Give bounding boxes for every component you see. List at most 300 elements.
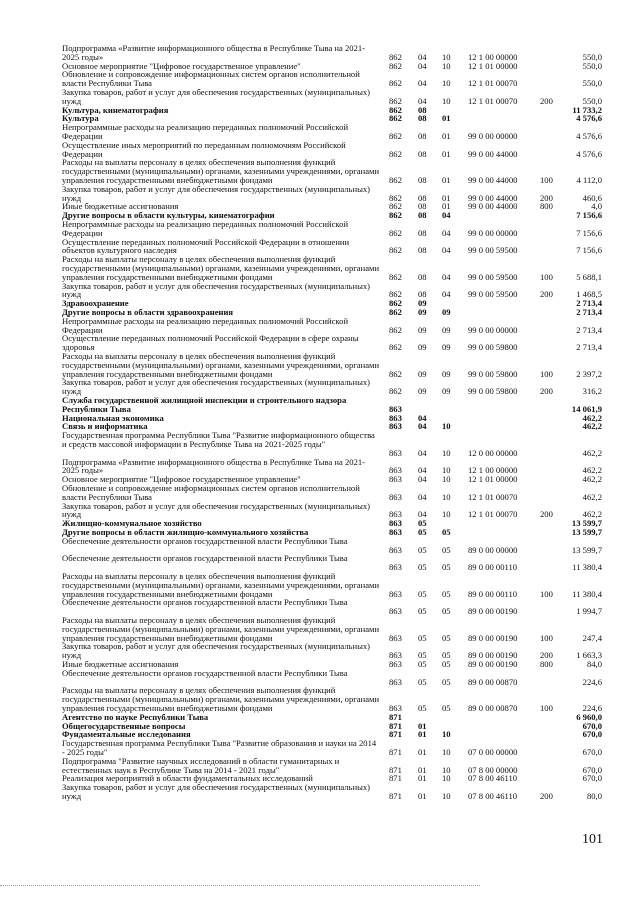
row-pr: 05 [442, 544, 451, 555]
row-pr: 10 [442, 729, 451, 740]
row-pr: 05 [442, 659, 451, 669]
row-rz: 08 [418, 104, 427, 115]
table-row [0, 554, 640, 572]
row-name: Подпрограмма "Развитие научных исследований в области гуманитарных и естественных наук в Республике Тыва на 2014 - 2021 годы" [62, 755, 340, 775]
row-pr: 05 [442, 702, 451, 713]
row-vr: 100 [540, 174, 553, 185]
row-ved: 871 [389, 720, 402, 731]
table-row [0, 537, 640, 555]
row-name: Подпрограмма «Развитие информационного общества в Республике Тыва на 2021-2025 годы» [62, 456, 366, 476]
row-ved: 871 [389, 764, 402, 775]
row-sum: 550,0 [582, 78, 602, 89]
row-name: Непрограммные расходы на реализацию переданных полномочий Российской Федерации [62, 122, 349, 141]
row-name: Служба государственной жилищной инспекции и строительного надзора Республики Тыва [62, 395, 347, 414]
row-ved: 863 [389, 491, 402, 502]
row-vr: 800 [540, 201, 553, 212]
row-sum: 670,0 [582, 764, 602, 775]
row-sum: 1 663,3 [576, 650, 602, 661]
row-ved: 862 [389, 298, 402, 309]
row-ved: 863 [389, 702, 402, 713]
row-pr: 01 [442, 113, 451, 124]
table-row [0, 484, 640, 502]
row-ved: 862 [389, 210, 402, 221]
row-pr: 10 [442, 509, 451, 520]
row-name: Культура [62, 113, 99, 124]
row-rz: 05 [418, 588, 427, 599]
row-csr: 99 0 00 59800 [468, 368, 518, 379]
row-ved: 862 [389, 51, 402, 62]
row-pr: 05 [442, 632, 451, 643]
row-rz: 08 [418, 192, 427, 203]
row-pr: 05 [442, 606, 451, 617]
row-sum: 462,2 [582, 412, 602, 423]
row-pr: 01 [442, 201, 451, 212]
row-sum: 4 112,0 [576, 174, 602, 185]
row-name: Реализация мероприятий в области фундаментальных исследований [62, 773, 313, 784]
table-row [0, 158, 640, 184]
row-rz: 04 [418, 509, 427, 520]
row-pr: 01 [442, 130, 451, 141]
row-rz: 08 [418, 174, 427, 185]
row-name: Расходы на выплаты персоналу в целях обеспечения выполнения функций государственными (муниципальными) органами, казенными учреждениями, органами управления государственными внебюджетными фондами [62, 254, 380, 282]
row-rz: 04 [418, 95, 427, 106]
table-row [0, 185, 640, 203]
row-pr: 09 [442, 307, 451, 317]
row-rz: 01 [418, 729, 427, 740]
row-rz: 08 [418, 201, 427, 212]
row-sum: 1 994,7 [576, 606, 602, 617]
row-ved: 871 [389, 790, 402, 801]
row-ved: 862 [389, 307, 402, 317]
row-name: Закупка товаров, работ и услуг для обеспечения государственных (муниципальных) нужд [62, 641, 370, 661]
table-row [0, 238, 640, 256]
row-sum: 316,2 [582, 386, 602, 397]
row-rz: 05 [418, 650, 427, 661]
row-pr: 05 [442, 588, 451, 599]
row-ved: 862 [389, 130, 402, 141]
row-name: Расходы на выплаты персоналу в целях обеспечения выполнения функций государственными (муниципальными) органами, казенными учреждениями, органами управления государственными внебюджетными фондами [62, 157, 380, 185]
row-sum: 80,0 [586, 790, 602, 801]
row-rz: 08 [418, 210, 427, 221]
row-csr: 89 0 00 00110 [468, 588, 518, 599]
row-sum: 224,6 [582, 676, 602, 687]
row-rz: 08 [418, 148, 427, 159]
row-rz: 05 [418, 676, 427, 687]
row-csr: 99 0 00 59800 [468, 342, 518, 353]
row-name: Осуществление переданных полномочий Российской Федерации в отношении объектов культурного наследия [62, 236, 350, 256]
row-sum: 462,2 [582, 491, 602, 502]
row-rz: 04 [418, 421, 427, 432]
row-csr: 99 0 00 44000 [468, 148, 518, 159]
row-ved: 863 [389, 403, 402, 414]
row-vr: 200 [540, 386, 553, 397]
row-csr: 99 0 00 59800 [468, 386, 518, 397]
table-row [0, 502, 640, 520]
table-row [0, 317, 640, 335]
row-sum: 2 713,4 [576, 298, 602, 309]
row-sum: 7 156,6 [576, 227, 602, 238]
row-name: Обновление и сопровождение информационных систем органов исполнительной власти Республики Тыва [62, 69, 360, 89]
table-row [0, 783, 640, 801]
row-sum: 13 599,7 [571, 518, 602, 529]
row-pr: 09 [442, 368, 451, 379]
row-sum: 670,0 [582, 720, 602, 731]
page-number: 101 [582, 832, 603, 847]
row-rz: 01 [418, 773, 427, 784]
row-name: Осуществление переданных полномочий Российской Федерации в сфере охраны здоровья [62, 333, 359, 353]
row-pr: 10 [442, 474, 451, 485]
row-ved: 863 [389, 676, 402, 687]
row-sum: 1 468,5 [576, 289, 602, 300]
row-sum: 670,0 [582, 746, 602, 757]
row-sum: 6 960,0 [576, 711, 602, 722]
row-sum: 550,0 [582, 51, 602, 62]
row-pr: 10 [442, 421, 451, 432]
row-name: Другие вопросы в области здравоохранения [62, 307, 234, 317]
row-pr: 10 [442, 491, 451, 502]
row-ved: 862 [389, 201, 402, 212]
row-vr: 200 [540, 509, 553, 520]
row-csr: 99 0 00 44000 [468, 174, 518, 185]
row-sum: 14 061,9 [571, 403, 602, 414]
row-csr: 99 0 00 59500 [468, 271, 518, 282]
row-name: Расходы на выплаты персоналу в целях обеспечения выполнения функций государственными (муниципальными) органами, казенными учреждениями, органами управления государственными внебюджетными фондами [62, 571, 380, 599]
row-ved: 862 [389, 289, 402, 300]
row-rz: 08 [418, 113, 427, 124]
row-rz: 04 [418, 491, 427, 502]
row-ved: 862 [389, 342, 402, 353]
row-csr: 89 0 00 00870 [468, 676, 518, 687]
row-sum: 11 380,4 [572, 562, 602, 573]
row-ved: 862 [389, 324, 402, 335]
row-pr: 10 [442, 51, 451, 62]
table-row [0, 220, 640, 238]
row-ved: 863 [389, 421, 402, 432]
row-csr: 99 0 00 00000 [468, 227, 518, 238]
row-pr: 10 [442, 447, 451, 458]
row-ved: 863 [389, 588, 402, 599]
row-csr: 12 0 00 00000 [468, 447, 518, 458]
row-csr: 89 0 00 00870 [468, 702, 518, 713]
row-name: Другие вопросы в области культуры, кинематографии [62, 210, 275, 221]
row-rz: 09 [418, 342, 427, 353]
row-sum: 2 713,4 [576, 324, 602, 335]
row-vr: 200 [540, 650, 553, 661]
row-name: Государственная программа Республики Тыва "Развитие образования и науки на 2014 - 2025 годы" [62, 738, 377, 757]
row-rz: 04 [418, 447, 427, 458]
row-sum: 84,0 [586, 659, 602, 669]
row-ved: 863 [389, 632, 402, 643]
row-vr: 800 [540, 659, 553, 669]
row-csr: 12 1 01 00070 [468, 95, 518, 106]
row-name: Обеспечение деятельности органов государственной власти Республики Тыва [62, 667, 348, 678]
row-pr: 05 [442, 527, 451, 537]
row-csr: 07 8 00 46110 [468, 773, 518, 784]
row-rz: 01 [418, 720, 427, 731]
row-name: Расходы на выплаты персоналу в целях обеспечения выполнения функций государственными (муниципальными) органами, казенными учреждениями, органами управления государственными внебюджетными фондами [62, 685, 380, 713]
row-rz: 04 [418, 412, 427, 423]
row-pr: 05 [442, 562, 451, 573]
row-pr: 10 [442, 790, 451, 801]
row-pr: 10 [442, 95, 451, 106]
row-rz: 05 [418, 632, 427, 643]
table-row [0, 458, 640, 476]
row-vr: 200 [540, 192, 553, 203]
row-sum: 462,2 [582, 447, 602, 458]
row-rz: 09 [418, 324, 427, 335]
table-row [0, 598, 640, 616]
row-rz: 05 [418, 527, 427, 537]
row-ved: 862 [389, 60, 402, 71]
table-row [0, 739, 640, 757]
row-name: Закупка товаров, работ и услуг для обеспечения государственных (муниципальных) нужд [62, 500, 370, 520]
row-ved: 862 [389, 104, 402, 115]
table-row [0, 642, 640, 660]
row-rz: 08 [418, 227, 427, 238]
row-vr: 200 [540, 289, 553, 300]
row-pr: 01 [442, 174, 451, 185]
table-row [0, 757, 640, 775]
row-rz: 08 [418, 271, 427, 282]
row-ved: 871 [389, 729, 402, 740]
row-csr: 07 8 00 00000 [468, 764, 518, 775]
row-csr: 99 0 00 44000 [468, 192, 518, 203]
row-rz: 09 [418, 368, 427, 379]
row-sum: 11 733,2 [572, 104, 602, 115]
row-ved: 862 [389, 271, 402, 282]
row-rz: 04 [418, 51, 427, 62]
row-ved: 862 [389, 95, 402, 106]
row-ved: 862 [389, 78, 402, 89]
row-pr: 05 [442, 676, 451, 687]
row-name: Обновление и сопровождение информационных систем органов исполнительной власти Республики Тыва [62, 483, 360, 502]
row-ved: 863 [389, 518, 402, 529]
row-csr: 99 0 00 59500 [468, 245, 518, 256]
row-sum: 11 380,4 [572, 588, 602, 599]
row-csr: 12 1 01 00070 [468, 78, 518, 89]
table-row [0, 334, 640, 352]
row-csr: 89 0 00 00190 [468, 659, 518, 669]
row-pr: 01 [442, 148, 451, 159]
row-vr: 100 [540, 588, 553, 599]
row-ved: 863 [389, 412, 402, 423]
row-rz: 01 [418, 764, 427, 775]
row-sum: 670,0 [582, 729, 602, 740]
row-name: Непрограммные расходы на реализацию переданных полномочий Российской Федерации [62, 219, 349, 238]
row-rz: 01 [418, 746, 427, 757]
table-row [0, 282, 640, 300]
table-row [0, 669, 640, 687]
row-sum: 13 599,7 [571, 527, 602, 537]
row-pr: 04 [442, 271, 451, 282]
row-name: Закупка товаров, работ и услуг для обеспечения государственных (муниципальных) нужд [62, 280, 370, 300]
table-row [0, 141, 640, 159]
row-name: Связь и информатика [62, 421, 148, 432]
row-pr: 09 [442, 342, 451, 353]
row-name: Фундаментальные исследования [62, 729, 191, 740]
row-pr: 04 [442, 227, 451, 238]
row-ved: 862 [389, 174, 402, 185]
row-sum: 5 688,1 [576, 271, 602, 282]
row-csr: 89 0 00 00110 [468, 562, 518, 573]
row-vr: 100 [540, 368, 553, 379]
footer-divider [0, 885, 480, 886]
row-ved: 863 [389, 606, 402, 617]
row-name: Государственная программа Республики Тыва "Развитие информационного общества и средств массовой информации в Республике Тыва на 2021-2025 годы" [62, 430, 375, 449]
row-name: Иные бюджетные ассигнования [62, 659, 179, 669]
row-sum: 670,0 [582, 773, 602, 784]
row-ved: 862 [389, 227, 402, 238]
row-csr: 89 0 00 00190 [468, 606, 518, 617]
row-name: Закупка товаров, работ и услуг для обеспечения государственных (муниципальных) нужд [62, 782, 370, 801]
table-row [0, 70, 640, 88]
row-pr: 10 [442, 78, 451, 89]
row-ved: 862 [389, 192, 402, 203]
row-rz: 05 [418, 702, 427, 713]
table-row [0, 352, 640, 378]
row-name: Подпрограмма «Развитие информационного общества в Республике Тыва на 2021-2025 годы» [62, 43, 366, 62]
row-pr: 10 [442, 746, 451, 757]
row-name: Обеспечение деятельности органов государственной власти Республики Тыва [62, 553, 348, 564]
table-row [0, 378, 640, 396]
row-sum: 7 156,6 [576, 245, 602, 256]
table-row [0, 123, 640, 141]
row-csr: 12 1 00 00000 [468, 465, 518, 476]
row-sum: 2 397,2 [576, 368, 602, 379]
row-pr: 09 [442, 386, 451, 397]
row-sum: 462,2 [582, 474, 602, 485]
row-vr: 100 [540, 271, 553, 282]
row-csr: 89 0 00 00190 [468, 632, 518, 643]
row-name: Расходы на выплаты персоналу в целях обеспечения выполнения функций государственными (муниципальными) органами, казенными учреждениями, органами управления государственными внебюджетными фондами [62, 615, 380, 643]
row-name: Здравоохранение [62, 298, 129, 309]
row-pr: 04 [442, 245, 451, 256]
row-rz: 04 [418, 78, 427, 89]
row-vr: 200 [540, 790, 553, 801]
row-ved: 863 [389, 527, 402, 537]
row-vr: 100 [540, 702, 553, 713]
row-vr: 200 [540, 95, 553, 106]
row-ved: 871 [389, 711, 402, 722]
table-row [0, 255, 640, 281]
row-rz: 08 [418, 130, 427, 141]
row-sum: 4 576,6 [576, 148, 602, 159]
row-pr: 04 [442, 210, 451, 221]
row-csr: 99 0 00 00000 [468, 324, 518, 335]
row-sum: 13 599,7 [571, 544, 602, 555]
row-ved: 863 [389, 659, 402, 669]
table-row [0, 572, 640, 598]
row-rz: 08 [418, 289, 427, 300]
row-csr: 07 8 00 46110 [468, 790, 518, 801]
row-sum: 462,2 [582, 421, 602, 432]
row-rz: 05 [418, 562, 427, 573]
row-csr: 07 0 00 00000 [468, 746, 518, 757]
row-rz: 04 [418, 474, 427, 485]
row-name: Закупка товаров, работ и услуг для обеспечения государственных (муниципальных) нужд [62, 183, 370, 203]
row-sum: 4 576,6 [576, 113, 602, 124]
table-row [0, 396, 640, 414]
row-sum: 4,0 [591, 201, 602, 212]
row-name: Основное мероприятие "Цифровое государственное управление" [62, 474, 301, 485]
row-name: Расходы на выплаты персоналу в целях обеспечения выполнения функций государственными (муниципальными) органами, казенными учреждениями, органами управления государственными внебюджетными фондами [62, 351, 380, 379]
row-csr: 99 0 00 59500 [468, 289, 518, 300]
row-ved: 863 [389, 509, 402, 520]
table-row [0, 616, 640, 642]
row-rz: 09 [418, 298, 427, 309]
row-name: Жилищно-коммунальное хозяйство [62, 518, 202, 529]
row-ved: 863 [389, 447, 402, 458]
row-pr: 09 [442, 324, 451, 335]
row-name: Основное мероприятие "Цифровое государственное управление" [62, 60, 301, 71]
row-rz: 09 [418, 307, 427, 317]
row-pr: 10 [442, 465, 451, 476]
row-csr: 99 0 00 00000 [468, 130, 518, 141]
row-name: Закупка товаров, работ и услуг для обеспечения государственных (муниципальных) нужд [62, 377, 370, 397]
row-sum: 462,2 [582, 465, 602, 476]
row-ved: 862 [389, 148, 402, 159]
row-name: Непрограммные расходы на реализацию переданных полномочий Российской Федерации [62, 315, 349, 335]
row-sum: 2 713,4 [576, 342, 602, 353]
row-sum: 462,2 [582, 509, 602, 520]
row-ved: 862 [389, 245, 402, 256]
row-name: Обеспечение деятельности органов государственной власти Республики Тыва [62, 535, 348, 546]
table-row [0, 88, 640, 106]
row-name: Агентство по науке Республики Тыва [62, 711, 209, 722]
row-pr: 04 [442, 289, 451, 300]
row-sum: 460,6 [582, 192, 602, 203]
row-ved: 863 [389, 650, 402, 661]
row-rz: 05 [418, 606, 427, 617]
table-row [0, 431, 640, 457]
row-rz: 04 [418, 60, 427, 71]
row-csr: 99 0 00 44000 [468, 201, 518, 212]
row-ved: 862 [389, 368, 402, 379]
row-name: Культура, кинематография [62, 104, 169, 115]
row-sum: 224,6 [582, 702, 602, 713]
row-rz: 04 [418, 465, 427, 476]
row-sum: 550,0 [582, 95, 602, 106]
row-csr: 12 1 01 00000 [468, 60, 518, 71]
row-csr: 12 1 01 00070 [468, 509, 518, 520]
row-csr: 12 1 01 00070 [468, 491, 518, 502]
row-pr: 10 [442, 773, 451, 784]
row-ved: 863 [389, 562, 402, 573]
row-sum: 2 713,4 [576, 307, 602, 317]
row-csr: 89 0 00 00190 [468, 650, 518, 661]
row-name: Общегосударственные вопросы [62, 720, 186, 731]
table-row [0, 44, 640, 62]
row-name: Другие вопросы в области жилищно-коммунального хозяйства [62, 527, 309, 537]
row-rz: 09 [418, 386, 427, 397]
row-ved: 863 [389, 544, 402, 555]
row-name: Обеспечение деятельности органов государственной власти Республики Тыва [62, 597, 348, 608]
row-ved: 863 [389, 465, 402, 476]
row-vr: 100 [540, 632, 553, 643]
row-ved: 862 [389, 386, 402, 397]
row-ved: 871 [389, 773, 402, 784]
row-sum: 7 156,6 [576, 210, 602, 221]
row-rz: 01 [418, 790, 427, 801]
row-sum: 247,4 [582, 632, 602, 643]
row-name: Национальная экономика [62, 412, 164, 423]
row-rz: 05 [418, 518, 427, 529]
row-pr: 05 [442, 650, 451, 661]
row-rz: 05 [418, 659, 427, 669]
row-name: Иные бюджетные ассигнования [62, 201, 179, 212]
row-name: Осуществление иных мероприятий по переданным полномочиям Российской Федерации [62, 139, 346, 159]
row-csr: 12 1 00 00000 [468, 51, 518, 62]
